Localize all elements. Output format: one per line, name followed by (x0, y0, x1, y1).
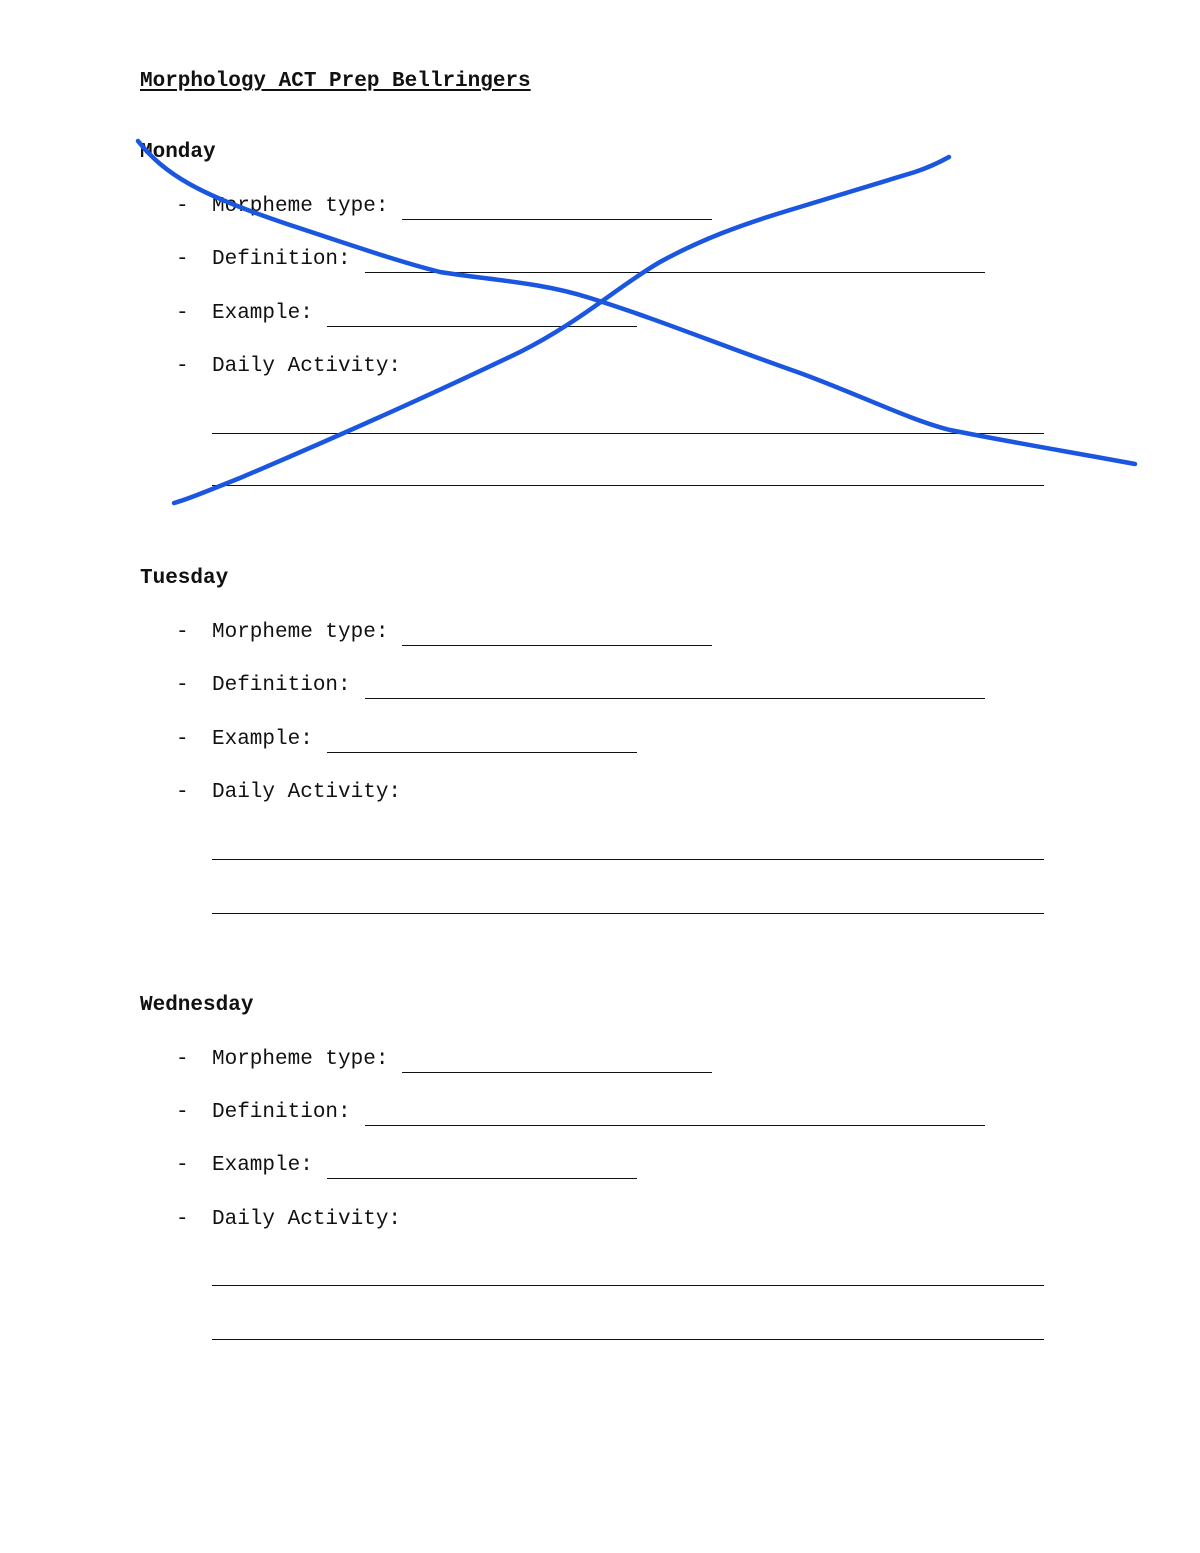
bullet-dash: - (176, 781, 189, 804)
bullet-dash: - (176, 1101, 189, 1124)
day-heading-wednesday: Wednesday (140, 994, 254, 1017)
definition-label: Definition: (212, 248, 351, 271)
example-label: Example: (212, 302, 313, 325)
bullet-dash: - (176, 621, 189, 644)
bullet-dash: - (176, 195, 189, 218)
bullet-dash: - (176, 1154, 189, 1177)
day-heading-tuesday: Tuesday (140, 567, 229, 590)
cross-out-stroke-1 (138, 141, 1135, 464)
bullet-dash: - (176, 302, 189, 325)
daily-activity-label: Daily Activity: (212, 781, 402, 804)
bullet-dash: - (176, 1048, 189, 1071)
bullet-dash: - (176, 248, 189, 271)
morpheme-type-label: Morpheme type: (212, 621, 389, 644)
daily-activity-label: Daily Activity: (212, 355, 402, 378)
daily-activity-label: Daily Activity: (212, 1208, 402, 1231)
definition-label: Definition: (212, 1101, 351, 1124)
day-heading-monday: Monday (140, 141, 216, 164)
example-label: Example: (212, 1154, 313, 1177)
morpheme-type-label: Morpheme type: (212, 1048, 389, 1071)
bullet-dash: - (176, 728, 189, 751)
bullet-dash: - (176, 1208, 189, 1231)
document-title: Morphology ACT Prep Bellringers (140, 70, 531, 93)
bullet-dash: - (176, 355, 189, 378)
cross-out-stroke-2 (174, 157, 949, 503)
morpheme-type-label: Morpheme type: (212, 195, 389, 218)
definition-label: Definition: (212, 674, 351, 697)
example-label: Example: (212, 728, 313, 751)
bullet-dash: - (176, 674, 189, 697)
